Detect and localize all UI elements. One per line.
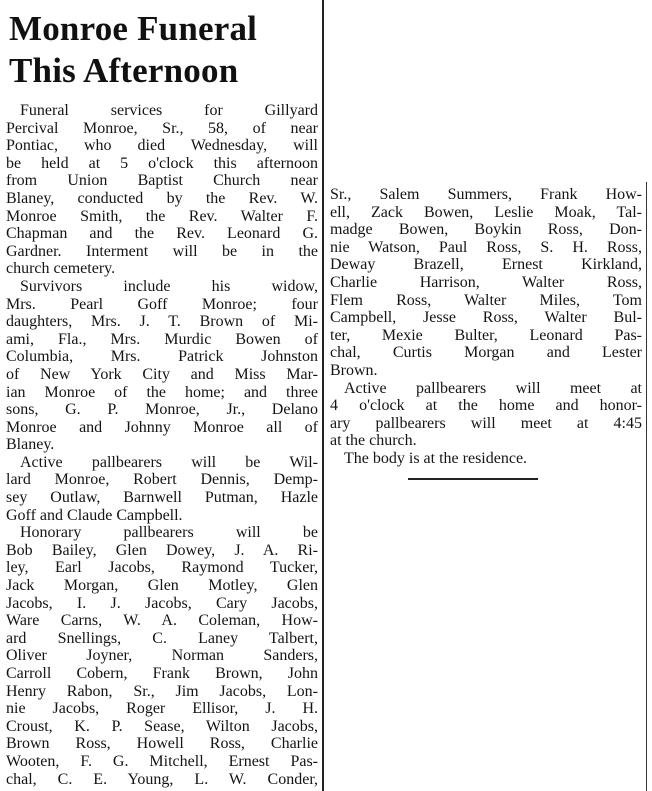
text-line: be held at 5 o'clock this afternoon xyxy=(6,154,318,172)
text-line: Oliver Joyner, Norman Sanders, xyxy=(6,647,318,665)
end-rule xyxy=(408,478,538,480)
text-line: Gardner. Interment will be in the xyxy=(6,242,318,260)
text-line: Chapman and the Rev. Leonard G. xyxy=(6,225,318,243)
text-line: Flem Ross, Walter Miles, Tom xyxy=(330,291,642,309)
left-column xyxy=(6,0,318,788)
text-line: Percival Monroe, Sr., 58, of near xyxy=(6,119,318,137)
text-line: daughters, Mrs. J. T. Brown of Mi- xyxy=(6,313,318,331)
text-line: ley, Earl Jacobs, Raymond Tucker, xyxy=(6,559,318,577)
text-line: Croust, K. P. Sease, Wilton Jacobs, xyxy=(6,717,318,735)
text-line: chal, C. E. Young, L. W. Conder, xyxy=(6,770,318,788)
text-line: Wooten, F. G. Mitchell, Ernest Pas- xyxy=(6,752,318,770)
text-line: Columbia, Mrs. Patrick Johnston xyxy=(6,348,318,366)
text-line: chal, Curtis Morgan and Lester xyxy=(330,344,642,362)
text-line: sey Outlaw, Barnwell Putman, Hazle xyxy=(6,489,318,507)
right-column-body xyxy=(330,186,642,468)
right-column-rule xyxy=(646,182,647,791)
text-line: ter, Mexie Bulter, Leonard Pas- xyxy=(330,326,642,344)
text-line: 4 o'clock at the home and honor- xyxy=(330,397,642,415)
text-line: Ware Carns, W. A. Coleman, How- xyxy=(6,612,318,630)
text-line: Survivors include his widow, xyxy=(20,277,318,295)
text-line: Funeral services for Gillyard xyxy=(20,102,318,119)
text-line: from Union Baptist Church near xyxy=(6,172,318,190)
text-line: Jack Morgan, Glen Motley, Glen xyxy=(6,577,318,595)
text-line: Brown. xyxy=(330,361,378,379)
text-line: Goff and Claude Campbell. xyxy=(6,506,183,524)
text-line: Monroe and Johnny Monroe all of xyxy=(6,418,318,436)
text-line: Mrs. Pearl Goff Monroe; four xyxy=(6,295,318,313)
text-line: ell, Zack Bowen, Leslie Moak, Tal- xyxy=(330,203,642,221)
text-line: Sr., Salem Summers, Frank How- xyxy=(330,186,642,203)
left-column-body xyxy=(6,102,318,788)
text-line: Blaney. xyxy=(6,436,55,454)
text-line: nie Watson, Paul Ross, S. H. Ross, xyxy=(330,238,642,256)
text-line: ami, Fla., Mrs. Murdic Bowen of xyxy=(6,330,318,348)
text-line: nie Jacobs, Roger Ellisor, J. H. xyxy=(6,700,318,718)
text-line: The body is at the residence. xyxy=(344,449,528,467)
text-line: Brown Ross, Howell Ross, Charlie xyxy=(6,735,318,753)
text-line: Carroll Cobern, Frank Brown, John xyxy=(6,665,318,682)
text-line: Deway Brazell, Ernest Kirkland, xyxy=(330,256,642,274)
text-line: Henry Rabon, Sr., Jim Jacobs, Lon- xyxy=(6,682,318,700)
text-line: sons, G. P. Monroe, Jr., Delano xyxy=(6,401,318,419)
text-line: Charlie Harrison, Walter Ross, xyxy=(330,273,642,291)
right-column xyxy=(330,186,642,480)
headline xyxy=(9,8,318,92)
text-line: Jacobs, I. J. Jacobs, Cary Jacobs, xyxy=(6,594,318,612)
column-rule xyxy=(322,0,324,791)
text-line: Bob Bailey, Glen Dowey, J. A. Ri- xyxy=(6,541,318,559)
text-line: Pontiac, who died Wednesday, will xyxy=(6,137,318,155)
text-line: ard Snellings, C. Laney Talbert, xyxy=(6,629,318,647)
text-line: at the church. xyxy=(330,432,417,450)
headline-line-1: Monroe Funeral xyxy=(9,9,258,48)
text-line: Monroe Smith, the Rev. Walter F. xyxy=(6,207,318,225)
text-line: lard Monroe, Robert Dennis, Demp- xyxy=(6,471,318,489)
text-line: church cemetery. xyxy=(6,260,116,278)
text-line: Active pallbearers will meet at xyxy=(344,379,642,397)
text-line: of New York City and Miss Mar- xyxy=(6,365,318,383)
text-line: Campbell, Jesse Ross, Walter Bul- xyxy=(330,309,642,327)
text-line: ian Monroe of the home; and three xyxy=(6,383,318,401)
text-line: Honorary pallbearers will be xyxy=(20,524,318,542)
text-line: ary pallbearers will meet at 4:45 xyxy=(330,414,642,432)
headline-line-2: This Afternoon xyxy=(9,51,239,90)
text-line: Blaney, conducted by the Rev. W. xyxy=(6,189,318,207)
text-line: madge Bowen, Boykin Ross, Don- xyxy=(330,221,642,239)
text-line: Active pallbearers will be Wil- xyxy=(20,453,318,471)
